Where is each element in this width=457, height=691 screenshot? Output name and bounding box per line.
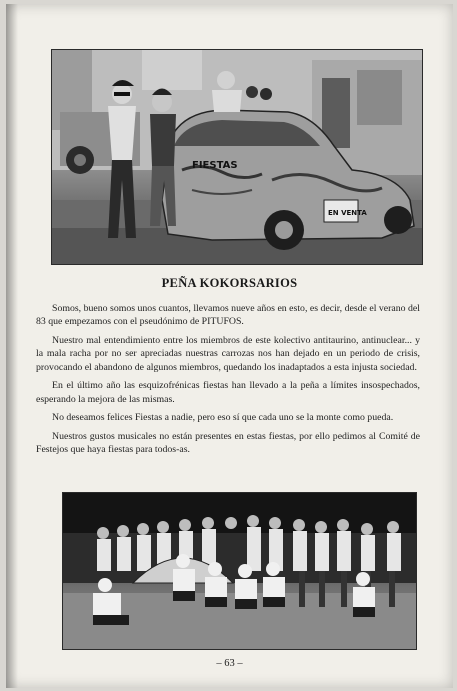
paragraph-2: Nuestro mal entendimiento entre los miembros de este kolectivo antitaurino, antinuclear... y la mala racha por no ser apreciadas nuestras carrozas nos han dejado en un periodo de crisis, provocando el abandono de algunos miembros, quedando los inadaptados a esta injusta sociedad. — [36, 335, 420, 373]
car-photo — [51, 49, 423, 265]
article-title: PEÑA KOKORSARIOS — [161, 276, 298, 290]
book-page — [6, 4, 453, 688]
paragraph-3: En el último año las esquizofrénicas fiestas han llevado a la peña a límites insospechados, esperando la mejora de las mismas. — [36, 380, 420, 405]
paragraph-1: Somos, bueno somos unos cuantos, llevamos nueve años en esto, es decir, desde el verano del 83 que empezamos con el pseudónimo de PITUFOS. — [36, 303, 420, 328]
group-photo — [62, 492, 417, 650]
page-gutter-shadow — [6, 4, 18, 688]
car-hood-sign: EN VENTA — [328, 209, 367, 217]
article-body — [36, 302, 420, 462]
group-photo-illustration — [63, 493, 416, 649]
paragraph-4: No deseamos felices Fiestas a nadie, pero eso sí que cada uno se la monte como pueda. — [52, 412, 394, 424]
car-door-sign: FIESTAS — [192, 160, 238, 171]
page-number: – 63 – — [216, 658, 243, 669]
paragraph-5: Nuestros gustos musicales no están presentes en estas fiestas, por ello pedimos al Comité de Festejos que haya fiestas para todos-as. — [36, 431, 420, 456]
car-photo-illustration — [52, 50, 422, 264]
